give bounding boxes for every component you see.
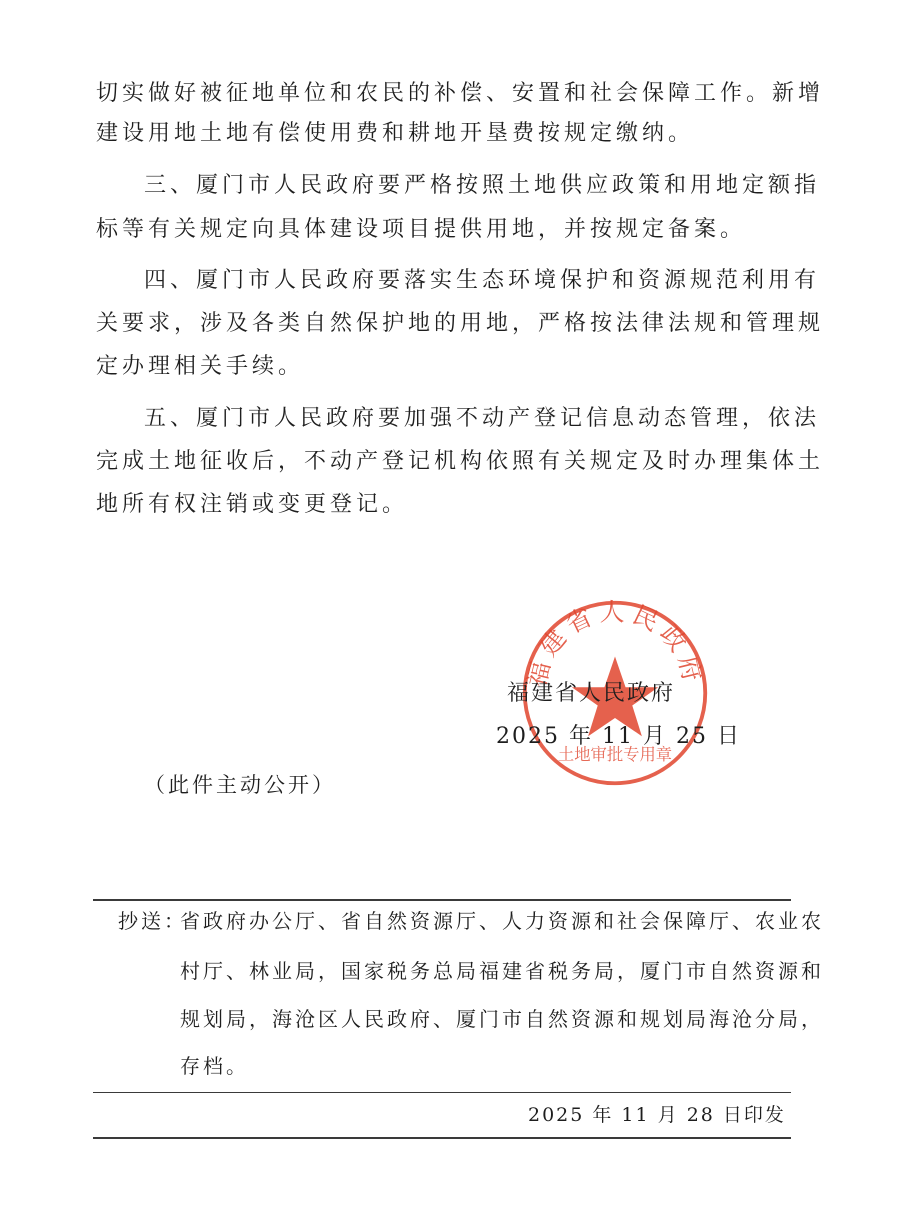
body-line: 地所有权注销或变更登记。 bbox=[96, 492, 409, 517]
issue-date: 2025 年 11 月 28 日印发 bbox=[528, 1104, 786, 1126]
top-divider bbox=[93, 899, 791, 901]
body-line: 切实做好被征地单位和农民的补偿、安置和社会保障工作。新增 bbox=[96, 81, 825, 106]
body-line: 完成土地征收后，不动产登记机构依照有关规定及时办理集体土 bbox=[96, 449, 825, 474]
body-line: 定办理相关手续。 bbox=[96, 354, 305, 379]
seal-bottom-text: 土地审批专用章 bbox=[557, 745, 673, 765]
seal-outer-text: 福建省人民政府 bbox=[521, 597, 709, 690]
issuer-name: 福建省人民政府 bbox=[507, 681, 676, 706]
body-line: 四、厦门市人民政府要落实生态环境保护和资源规范利用有 bbox=[144, 268, 821, 293]
cc-line: 存档。 bbox=[180, 1054, 249, 1078]
bottom-divider bbox=[93, 1137, 791, 1139]
body-line: 关要求，涉及各类自然保护地的用地，严格按法律法规和管理规 bbox=[96, 311, 825, 336]
body-line: 标等有关规定向具体建设项目提供用地，并按规定备案。 bbox=[96, 217, 747, 242]
cc-label: 抄送： bbox=[118, 909, 187, 933]
middle-divider bbox=[93, 1092, 791, 1093]
signature-date: 2025 年 11 月 25 日 bbox=[496, 724, 741, 749]
body-line: 五、厦门市人民政府要加强不动产登记信息动态管理，依法 bbox=[144, 406, 821, 431]
body-line: 三、厦门市人民政府要严格按照土地供应政策和用地定额指 bbox=[144, 173, 821, 198]
cc-line: 村厅、林业局，国家税务总局福建省税务局，厦门市自然资源和 bbox=[180, 959, 824, 983]
disclosure-note: （此件主动公开） bbox=[144, 773, 336, 797]
body-line: 建设用地土地有偿使用费和耕地开垦费按规定缴纳。 bbox=[96, 121, 695, 146]
cc-line: 省政府办公厅、省自然资源厅、人力资源和社会保障厅、农业农 bbox=[180, 909, 824, 933]
cc-line: 规划局，海沧区人民政府、厦门市自然资源和规划局海沧分局， bbox=[180, 1007, 824, 1031]
